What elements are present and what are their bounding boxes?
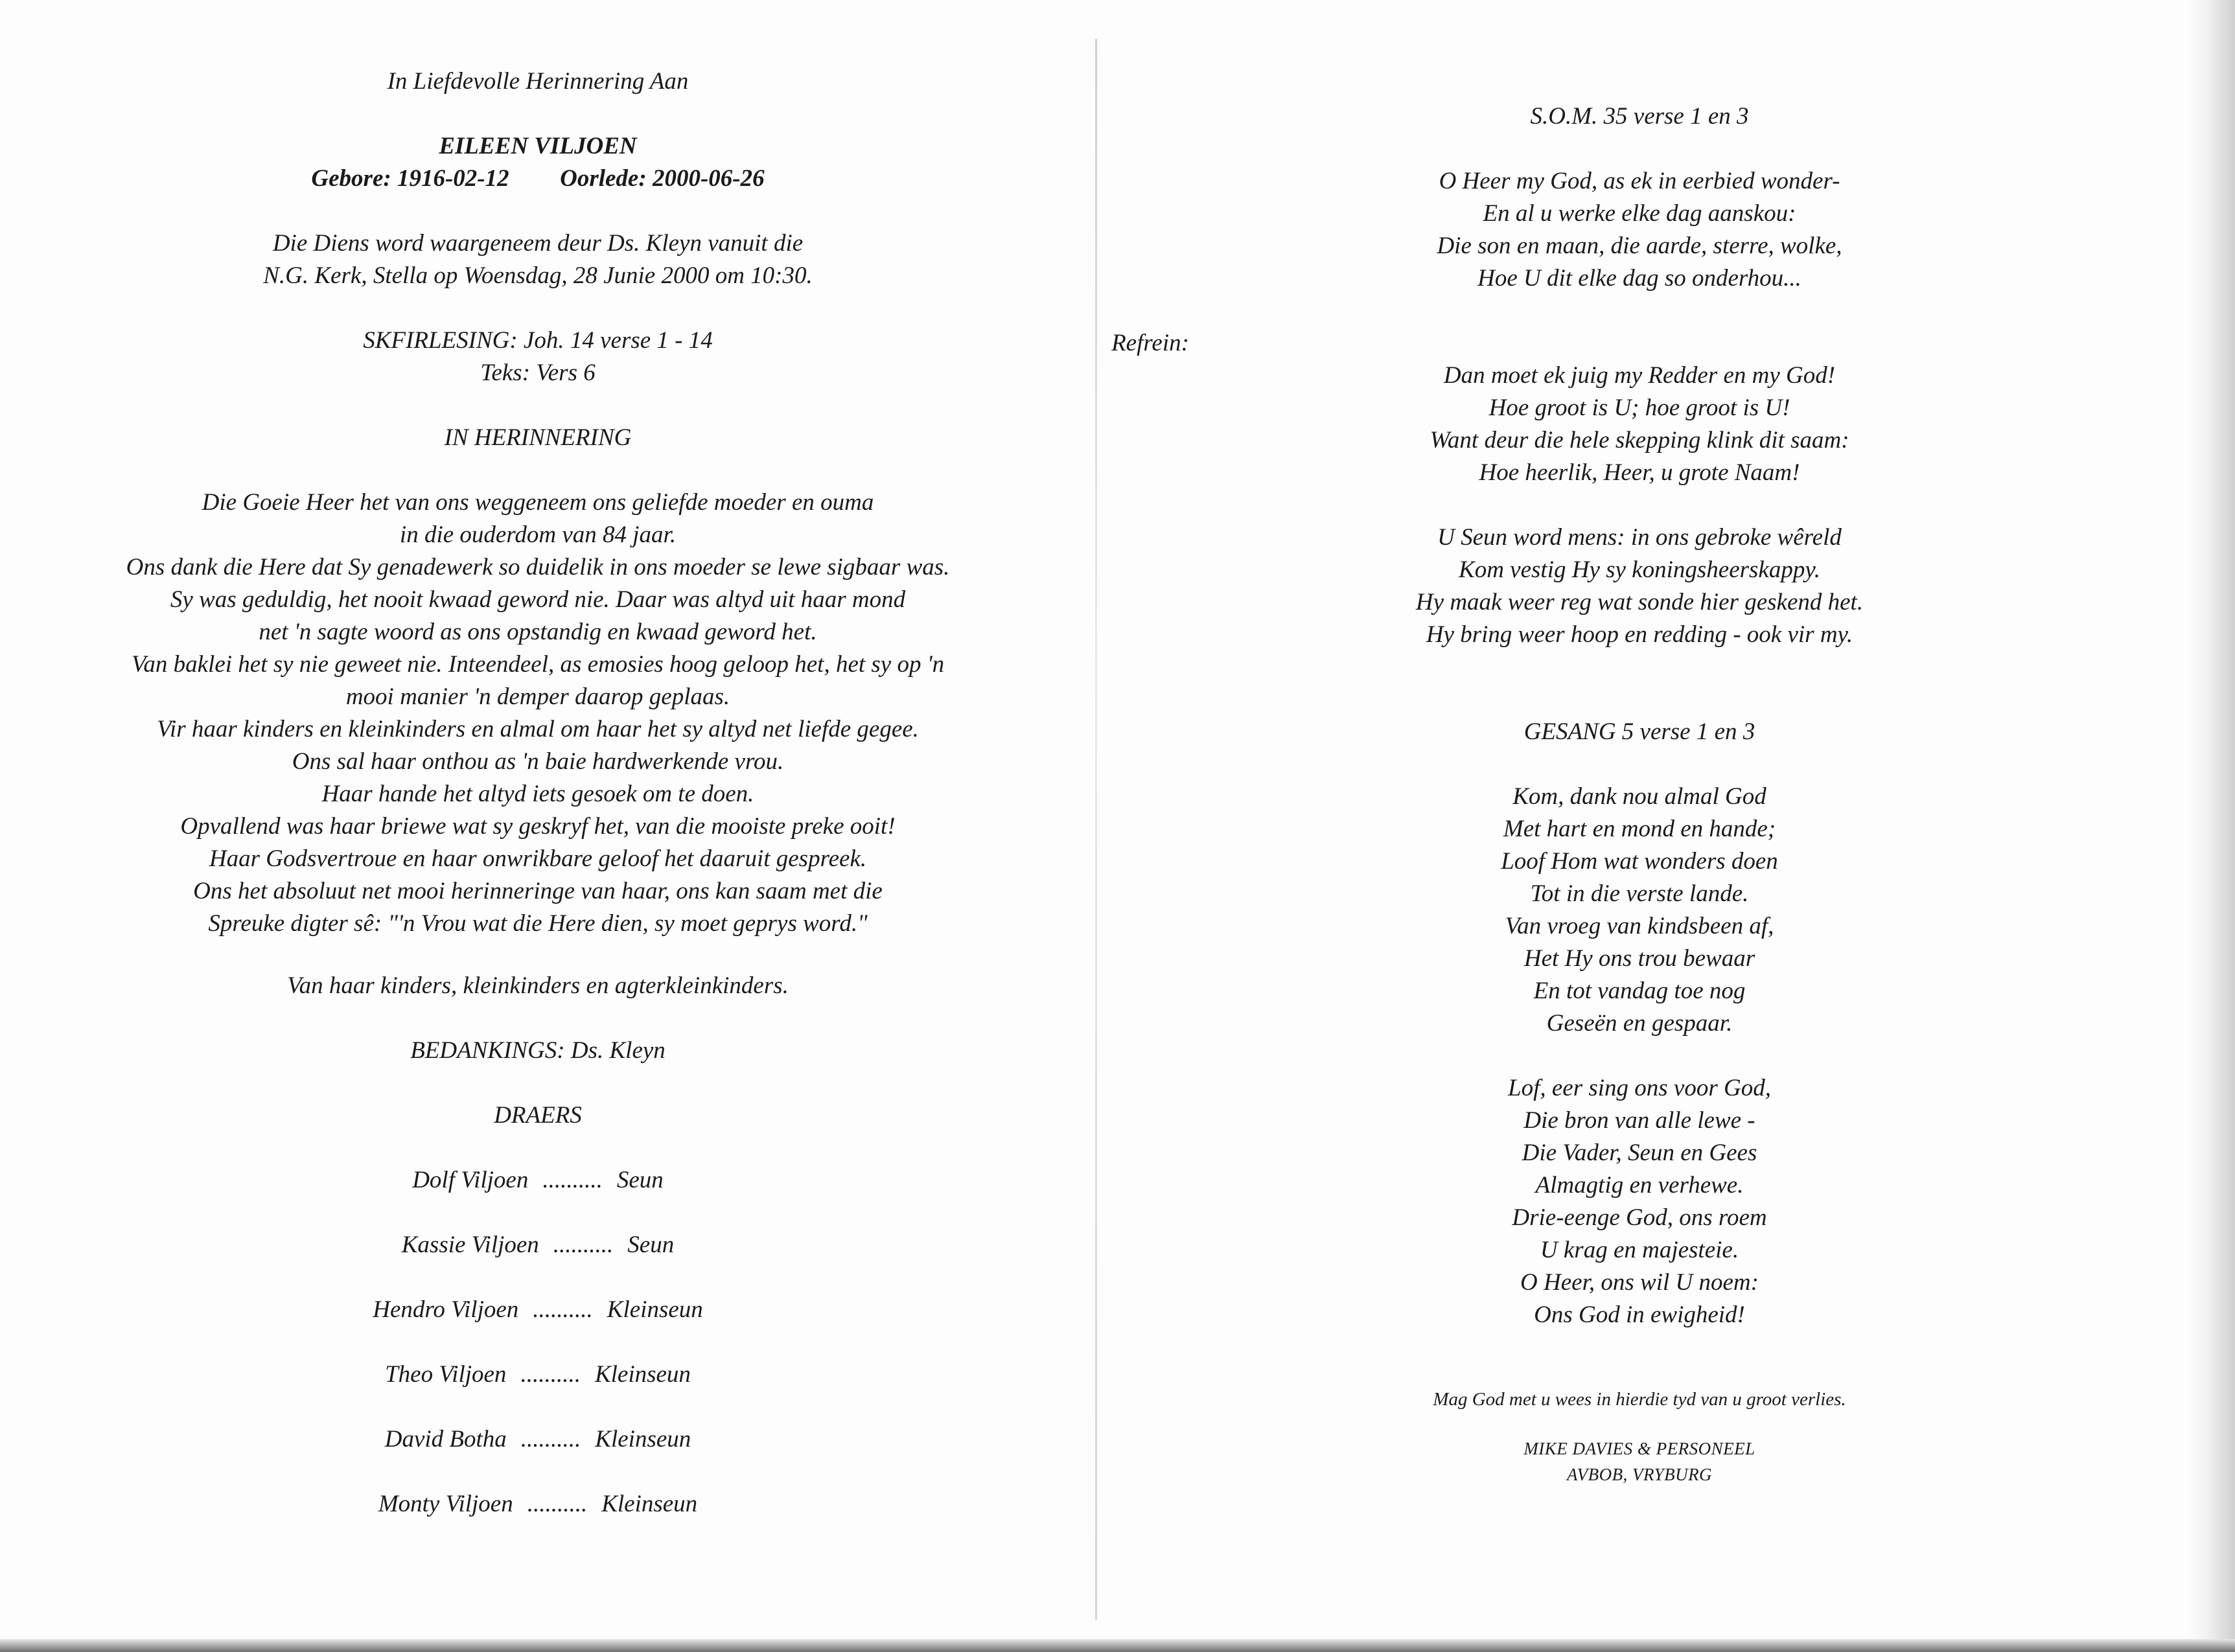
bearer-dots: ..........	[533, 1296, 593, 1323]
memorial-line: Spreuke digter sê: "'n Vrou wat die Here dien, sy moet geprys word."	[208, 910, 868, 937]
memorial-line: Van baklei het sy nie geweet nie. Inteendeel, as emosies hoog geloop het, het sy op 'n	[131, 651, 945, 678]
memorial-heading: IN HERINNERING	[444, 424, 632, 451]
hymn-line: Loof Hom wat wonders doen	[1501, 848, 1778, 875]
hymn-verse3-line: Almagtig en verhewe.	[1535, 1172, 1744, 1199]
memorial-line: Haar hande het altyd iets gesoek om te doen.	[321, 781, 754, 807]
refrain-line: Dan moet ek juig my Redder en my God!	[1443, 362, 1836, 389]
hymn-heading: GESANG 5 verse 1 en 3	[1523, 718, 1755, 745]
memorial-line: net 'n sagte woord as ons opstandig en kwaad geword het.	[259, 619, 817, 645]
hymn-line: Met hart en mond en hande;	[1503, 816, 1776, 842]
hymn-verse3-line: Die bron van alle lewe -	[1523, 1107, 1755, 1134]
bearer-relation: Kleinseun	[607, 1296, 703, 1323]
bearer-relation: Kleinseun	[595, 1426, 691, 1452]
bearer-row	[378, 1490, 697, 1519]
bearer-name: Dolf Viljoen	[412, 1167, 529, 1193]
refrain-label: Refrein:	[1111, 330, 1189, 356]
memorial-line: Opvallend was haar briewe wat sy geskryf het, van die mooiste preke ooit!	[180, 813, 896, 840]
bearer-dots: ..........	[527, 1491, 588, 1517]
bearer-relation: Kleinseun	[594, 1361, 691, 1388]
bearer-name: Monty Viljoen	[378, 1491, 513, 1517]
hymn-line: En tot vandag toe nog	[1533, 978, 1746, 1004]
reading-line-2: Teks: Vers 6	[480, 360, 596, 386]
memorial-line: Ons het absoluut net mooi herinneringe van haar, ons kan saam met die	[193, 878, 883, 904]
psalm-line: O Heer my God, as ek in eerbied wonder-	[1439, 168, 1840, 194]
psalm-verse3-line: Hy maak weer reg wat sonde hier geskend het.	[1415, 589, 1864, 615]
refrain-line: Hoe heerlik, Heer, u grote Naam!	[1479, 459, 1800, 486]
bearer-dots: ..........	[553, 1232, 614, 1258]
died-date: 2000-06-26	[652, 165, 765, 192]
bearer-relation: Seun	[616, 1167, 664, 1193]
psalm-heading: S.O.M. 35 verse 1 en 3	[1530, 103, 1749, 130]
bearer-name: Kassie Viljoen	[401, 1232, 539, 1258]
paper-right-edge	[2184, 0, 2235, 1652]
bearers-heading: DRAERS	[494, 1102, 582, 1129]
bearer-name: Hendro Viljoen	[373, 1296, 519, 1323]
bearer-dots: ..........	[520, 1426, 581, 1452]
service-line-2: N.G. Kerk, Stella op Woensdag, 28 Junie 2000 om 10:30.	[263, 262, 813, 289]
reading-line-1: SKFIRLESING: Joh. 14 verse 1 - 14	[363, 327, 713, 354]
hymn-verse3-line: Drie-eenge God, ons roem	[1512, 1204, 1767, 1231]
center-fold	[1095, 39, 1097, 1620]
hymn-line: Van vroeg van kindsbeen af,	[1505, 913, 1774, 939]
psalm-line: Hoe U dit elke dag so onderhou...	[1477, 265, 1801, 292]
hymn-verse3-line: Lof, eer sing ons voor God,	[1508, 1075, 1771, 1101]
memorial-line: Sy was geduldig, het nooit kwaad geword nie. Daar was altyd uit haar mond	[170, 586, 906, 613]
hymn-line: Kom, dank nou almal God	[1512, 783, 1766, 810]
hymn-verse3-line: Die Vader, Seun en Gees	[1522, 1140, 1757, 1166]
bearer-row	[373, 1296, 703, 1324]
undertaker-line-1: MIKE DAVIES & PERSONEEL	[1523, 1439, 1755, 1458]
refrain-line: Hoe groot is U; hoe groot is U!	[1488, 395, 1790, 421]
died-label: Oorlede:	[560, 165, 647, 192]
service-line-1: Die Diens word waargeneem deur Ds. Kleyn vanuit die	[272, 230, 804, 257]
from-family-line: Van haar kinders, kleinkinders en agterkleinkinders.	[287, 972, 789, 999]
memorial-line: in die ouderdom van 84 jaar.	[399, 522, 677, 548]
closing-wish: Mag God met u wees in hierdie tyd van u groot verlies.	[1433, 1389, 1846, 1410]
bearer-name: Theo Viljoen	[385, 1361, 507, 1388]
hymn-verse3-line: Ons God in ewigheid!	[1534, 1302, 1745, 1328]
psalm-line: Die son en maan, die aarde, sterre, wolke,	[1437, 233, 1842, 259]
undertaker-line-2: AVBOB, VRYBURG	[1566, 1465, 1713, 1484]
memorial-line: mooi manier 'n demper daarop geplaas.	[345, 683, 730, 710]
memorial-line: Haar Godsvertroue en haar onwrikbare geloof het daaruit gespreek.	[209, 845, 867, 872]
psalm-verse3-line: U Seun word mens: in ons gebroke wêreld	[1437, 524, 1842, 551]
thanks-line: BEDANKINGS: Ds. Kleyn	[410, 1037, 666, 1064]
hymn-line: Geseën en gespaar.	[1546, 1010, 1733, 1037]
dates-line	[311, 165, 764, 193]
paper-bottom-edge	[0, 1639, 2235, 1652]
bearer-relation: Seun	[627, 1232, 675, 1258]
memorial-line: Vir haar kinders en kleinkinders en almal om haar het sy altyd net liefde gegee.	[157, 716, 919, 742]
born-date: 1916-02-12	[397, 165, 509, 192]
hymn-line: Tot in die verste lande.	[1530, 880, 1749, 907]
psalm-verse3-line: Kom vestig Hy sy koningsheerskappy.	[1459, 556, 1820, 583]
bearer-dots: ..........	[542, 1167, 603, 1193]
born-label: Gebore:	[311, 165, 391, 192]
psalm-line: En al u werke elke dag aanskou:	[1483, 200, 1796, 227]
memorial-line: Ons dank die Here dat Sy genadewerk so duidelik in ons moeder se lewe sigbaar was.	[126, 554, 950, 580]
bearer-row	[385, 1425, 691, 1454]
bearer-name: David Botha	[384, 1426, 507, 1452]
hymn-verse3-line: O Heer, ons wil U noem:	[1520, 1269, 1759, 1296]
bearer-row	[402, 1231, 674, 1259]
hymn-verse3-line: U krag en majesteie.	[1540, 1237, 1739, 1263]
memorial-line: Die Goeie Heer het van ons weggeneem ons geliefde moeder en ouma	[202, 489, 874, 516]
memorial-line: Ons sal haar onthou as 'n baie hardwerkende vrou.	[292, 748, 784, 775]
psalm-verse3-line: Hy bring weer hoop en redding - ook vir my.	[1426, 621, 1853, 648]
bearer-dots: ..........	[520, 1361, 581, 1388]
bearer-row	[412, 1166, 664, 1195]
refrain-line: Want deur die hele skepping klink dit saam:	[1430, 427, 1849, 453]
bearer-relation: Kleinseun	[601, 1491, 698, 1517]
intro-line: In Liefdevolle Herinnering Aan	[387, 68, 689, 95]
hymn-line: Het Hy ons trou bewaar	[1523, 945, 1755, 972]
deceased-name: EILEEN VILJOEN	[439, 133, 637, 159]
bearer-row	[385, 1360, 691, 1389]
